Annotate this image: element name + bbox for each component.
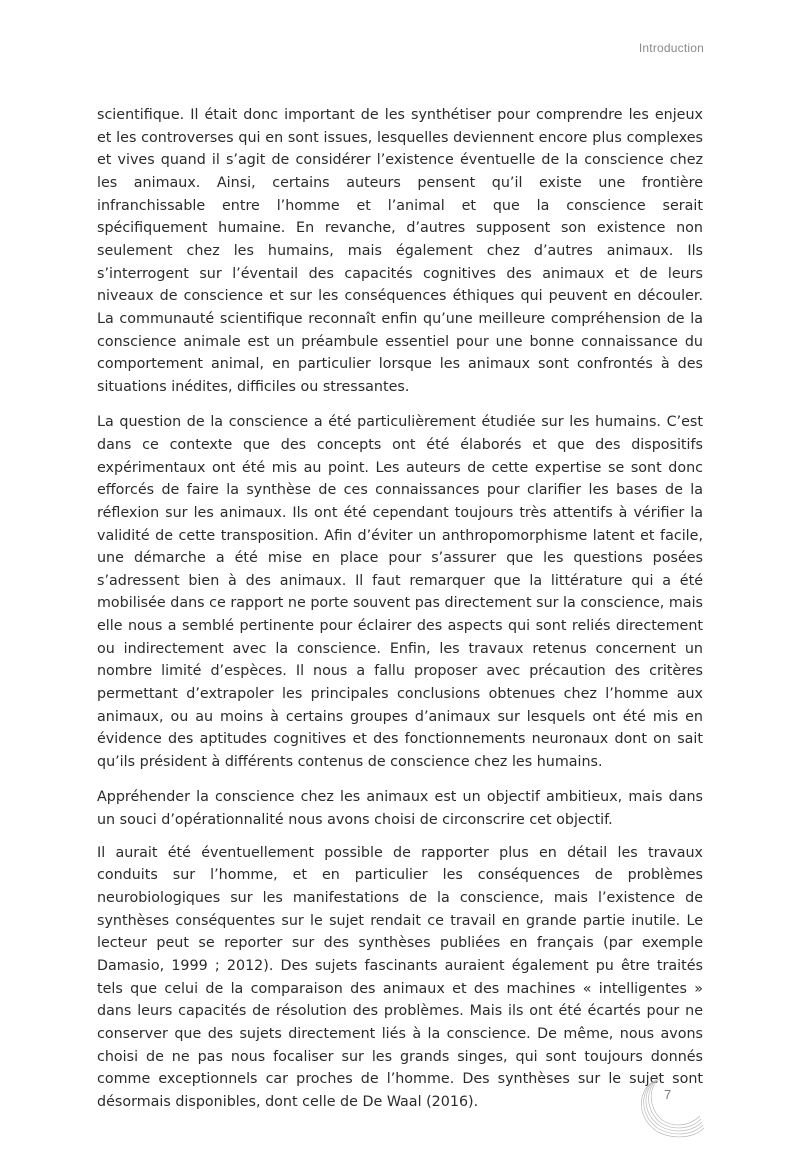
swirl-ornament-icon: [636, 1074, 708, 1146]
paragraph-4: Il aurait été éventuellement possible de rapporter plus en détail les travaux conduits sur l’homme, et en particulier les conséquences de problèmes neurobiologiques sur les manifestations de la conscience, mais l’existence de synthèses conséquentes sur le sujet rendait ce travail en grande partie inutile. Le lecteur peut se reporter sur des synthèses publiées en français (par exemple Damasio, 1999 ; 2012). Des sujets fascinants auraient également pu être traités tels que celui de la comparaison des animaux et des machines « intelligentes » dans leurs capacités de résolution des problèmes. Mais ils ont été écartés pour ne conserver que des sujets directement liés à la conscience. De même, nous avons choisi de ne pas nous focaliser sur les grands singes, qui sont toujours donnés comme exceptionnels car proches de l’homme. Des synthèses sur le sujet sont désormais disponibles, dont celle de De Waal (2016).: [97, 844, 703, 1110]
paragraph-1: scientifique. Il était donc important de les synthétiser pour comprendre les enjeux et les controverses qui en sont issues, lesquelles deviennent encore plus complexes et vives quand il s’agit de considérer l’existence éventuelle de la conscience chez les animaux. Ainsi, certains auteurs pensent qu’il existe une frontière infranchissable entre l’homme et l’animal et que la conscience serait spécifiquement humaine. En revanche, d’autres supposent son existence non seulement chez les humains, mais également chez d’autres animaux. Ils s’interrogent sur l’éventail des capacités cognitives des animaux et de leurs niveaux de conscience et sur les conséquences éthiques qui peuvent en découler. La communauté scientifique reconnaît enfin qu’une meilleure compréhension de la conscience animale est un préambule essentiel pour une bonne connaissance du comportement animal, en particulier lorsque les animaux sont confrontés à des situations inédites, difficiles ou stressantes.: [97, 107, 703, 395]
paragraph-3: Appréhender la conscience chez les animaux est un objectif ambitieux, mais dans un souci d’opérationnalité nous avons choisi de circonscrire cet objectif.: [97, 789, 703, 829]
page-number: 7: [664, 1087, 672, 1102]
body-text: [97, 104, 703, 1126]
paragraph-2: La question de la conscience a été particulièrement étudiée sur les humains. C’est dans ce contexte que des concepts ont été élaborés et que des dispositifs expérimentaux ont été mis au point. Les auteurs de cette expertise se sont donc efforcés de faire la synthèse de ces connaissances pour clarifier les bases de la réflexion sur les animaux. Ils ont été cependant toujours très attentifs à vérifier la validité de cette transposition. Afin d’éviter un anthropomorphisme latent et facile, une démarche a été mise en place pour s’assurer que les questions posées s’adressent bien à des animaux. Il faut remarquer que la littérature qui a été mobilisée dans ce rapport ne porte souvent pas directement sur la conscience, mais elle nous a semblé pertinente pour éclairer des aspects qui sont reliés directement ou indirectement avec la conscience. Enfin, les travaux retenus concernent un nombre limité d’espèces. Il nous a fallu proposer avec précaution des critères permettant d’extrapoler les principales conclusions obtenues chez l’homme aux animaux, ou au moins à certains groupes d’animaux sur lesquels ont été mis en évidence des aptitudes cognitives et des fonctionnements neuronaux dont on sait qu’ils président à différents contenus de conscience chez les humains.: [97, 414, 703, 771]
running-head: Introduction: [638, 41, 704, 55]
page-number-ornament: [636, 1074, 708, 1146]
